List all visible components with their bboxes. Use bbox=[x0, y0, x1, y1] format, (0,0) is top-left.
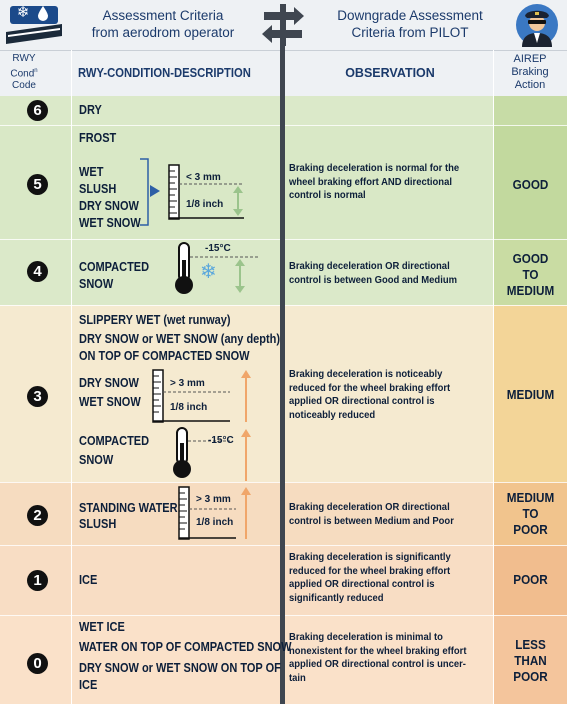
depth-gauge-icon bbox=[150, 368, 260, 424]
braking-line: LESS bbox=[515, 637, 546, 652]
braking-action-less-than-poor bbox=[498, 637, 564, 685]
snowflake-icon: ❄ bbox=[200, 261, 217, 283]
desc-dry-snow: DRY SNOW bbox=[79, 376, 139, 390]
desc-wet-snow: WET SNOW bbox=[79, 395, 141, 409]
column-header-braking bbox=[494, 53, 566, 92]
gauge-top-label: > 3 mm bbox=[196, 494, 231, 505]
code-header-line2: Cond$^n$ bbox=[10, 68, 38, 80]
desc-compacted: COMPACTED bbox=[79, 434, 150, 448]
braking-action-good bbox=[498, 177, 564, 193]
desc-frost: FROST bbox=[79, 131, 117, 145]
desc-snow: SNOW bbox=[79, 453, 114, 467]
desc-wet-snow: WET SNOW bbox=[79, 216, 141, 230]
left-title-line1: Assessment Criteria bbox=[102, 8, 224, 23]
gauge-top-label: < 3 mm bbox=[186, 172, 221, 183]
braking-line: TO bbox=[522, 506, 539, 521]
temp-label-row4: -15°C bbox=[205, 243, 231, 254]
bracket-row5 bbox=[138, 157, 166, 227]
braking-header-line3: Action bbox=[514, 79, 546, 91]
braking-line: POOR bbox=[513, 669, 548, 684]
braking-col-bg-6 bbox=[494, 96, 567, 125]
desc-dry-snow: DRY SNOW bbox=[79, 199, 139, 213]
braking-line: MEDIUM bbox=[506, 387, 555, 402]
observation-line: noticeably reduced bbox=[289, 408, 376, 421]
code-header-line3: Code bbox=[12, 80, 36, 92]
observation-line: Braking deceleration is noticeably bbox=[289, 368, 443, 380]
desc-ice: ICE bbox=[79, 573, 98, 587]
snowflake-icon: ❄ bbox=[16, 4, 30, 21]
desc-slush: SLUSH bbox=[79, 182, 117, 196]
braking-line: POOR bbox=[513, 522, 548, 537]
code-badge-2: 2 bbox=[27, 505, 48, 526]
observation-line: Braking deceleration is significantly bbox=[289, 551, 451, 563]
desc-wet-ice: WET ICE bbox=[79, 620, 125, 634]
observation-row1 bbox=[289, 551, 451, 605]
code-badge-6: 6 bbox=[27, 100, 48, 121]
code-badge-3: 3 bbox=[27, 386, 48, 407]
desc-dry: DRY bbox=[79, 103, 102, 117]
braking-line: POOR bbox=[513, 572, 548, 587]
gauge-bottom-label: 1/8 inch bbox=[186, 199, 224, 210]
observation-line: wheel braking effort AND directional bbox=[289, 175, 452, 188]
left-title bbox=[68, 7, 258, 41]
observation-line: reduced for the wheel braking effort bbox=[289, 564, 451, 577]
observation-line: control is normal bbox=[289, 189, 366, 201]
column-header-observation: OBSERVATION bbox=[345, 66, 435, 80]
observation-line: control is between Good and Medium bbox=[289, 273, 458, 286]
runway-icon bbox=[4, 2, 64, 46]
desc-compacted: COMPACTED bbox=[79, 260, 150, 274]
observation-line: Braking deceleration is normal for the bbox=[289, 162, 460, 174]
desc-dry-or-wet-snow: DRY SNOW or WET SNOW (any depth) bbox=[79, 332, 281, 346]
desc-snow: SNOW bbox=[79, 277, 114, 291]
braking-action-poor bbox=[498, 572, 564, 588]
braking-action-medium bbox=[498, 387, 564, 403]
two-way-arrows-icon bbox=[258, 4, 308, 46]
gauge-bottom-label: 1/8 inch bbox=[196, 517, 234, 528]
braking-line: MEDIUM bbox=[506, 490, 555, 505]
desc-slippery-wet: SLIPPERY WET (wet runway) bbox=[79, 313, 231, 327]
right-title-line2: Criteria from PILOT bbox=[351, 25, 469, 40]
desc-water-on-compacted: WATER ON TOP OF COMPACTED SNOW bbox=[79, 640, 292, 654]
observation-row2 bbox=[289, 501, 454, 528]
water-drop-icon bbox=[36, 5, 50, 21]
observation-row3 bbox=[289, 368, 450, 422]
braking-action-medium-to-poor bbox=[498, 490, 564, 538]
observation-line: control is between Medium and Poor bbox=[289, 514, 454, 527]
observation-row4 bbox=[289, 260, 457, 287]
right-title bbox=[320, 7, 500, 41]
braking-line: GOOD bbox=[512, 251, 549, 266]
desc-slush: SLUSH bbox=[79, 517, 117, 531]
observation-line: applied OR directional control is uncer- bbox=[289, 658, 466, 670]
observation-line: Braking deceleration is minimal to bbox=[289, 631, 443, 643]
column-header-description: RWY-CONDITION-DESCRIPTION bbox=[78, 66, 251, 80]
braking-line: TO bbox=[522, 267, 539, 282]
observation-row5 bbox=[289, 162, 459, 203]
observation-line: Braking deceleration OR directional bbox=[289, 260, 450, 272]
code-header-line1: RWY bbox=[12, 53, 36, 64]
observation-line: reduced for the wheel braking effort bbox=[289, 381, 451, 394]
braking-header-line1: AIREP bbox=[513, 53, 547, 65]
desc-dry-or-wet-snow-on-top: DRY SNOW or WET SNOW ON TOP OF bbox=[79, 661, 281, 675]
braking-action-good-to-medium bbox=[498, 251, 564, 299]
desc-standing-water: STANDING WATER bbox=[79, 501, 178, 515]
pilot-avatar-icon bbox=[514, 3, 560, 47]
braking-line: MEDIUM bbox=[506, 283, 555, 298]
code-badge-4: 4 bbox=[27, 261, 48, 282]
code-column-divider bbox=[71, 50, 72, 704]
desc-ice-line: ICE bbox=[79, 678, 98, 692]
braking-line: GOOD bbox=[512, 177, 549, 192]
code-badge-5: 5 bbox=[27, 174, 48, 195]
row-bg-6 bbox=[0, 96, 494, 125]
left-title-line2: from aerodrom operator bbox=[91, 25, 235, 40]
gauge-top-label: > 3 mm bbox=[170, 378, 205, 389]
center-divider bbox=[280, 46, 285, 704]
desc-wet: WET bbox=[79, 165, 104, 179]
braking-header-line2: Braking bbox=[511, 66, 549, 78]
observation-line: applied OR directional control is bbox=[289, 578, 435, 590]
code-badge-1: 1 bbox=[27, 570, 48, 591]
temp-label-row3: -15°C bbox=[208, 435, 234, 446]
observation-line: nonexistent for the wheel braking effort bbox=[289, 644, 467, 657]
observation-line: applied OR directional control is bbox=[289, 395, 435, 407]
observation-row0 bbox=[289, 631, 466, 685]
observation-line: tain bbox=[289, 671, 306, 684]
column-header-code bbox=[2, 53, 46, 92]
braking-column-divider bbox=[493, 50, 494, 704]
code-badge-0: 0 bbox=[27, 653, 48, 674]
desc-on-top-compacted: ON TOP OF COMPACTED SNOW bbox=[79, 349, 250, 363]
braking-line: THAN bbox=[514, 653, 547, 668]
observation-line: Braking deceleration OR directional bbox=[289, 501, 450, 513]
thermometer-icon bbox=[168, 425, 260, 481]
right-title-line1: Downgrade Assessment bbox=[337, 8, 483, 23]
observation-line: significantly reduced bbox=[289, 591, 384, 604]
gauge-bottom-label: 1/8 inch bbox=[170, 402, 208, 413]
